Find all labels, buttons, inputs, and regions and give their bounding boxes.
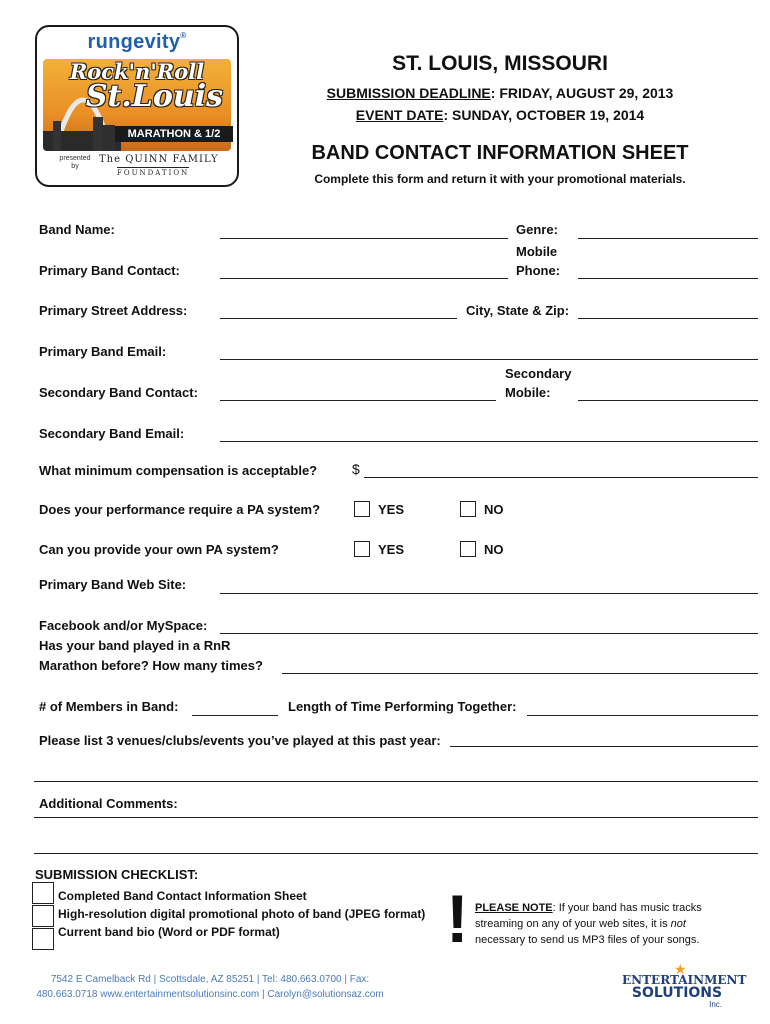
secondary-mobile-field[interactable] bbox=[578, 400, 758, 401]
secondary-email-field[interactable] bbox=[220, 441, 758, 442]
event-date: EVENT DATE: SUNDAY, OCTOBER 19, 2014 bbox=[355, 107, 645, 123]
pa-require-yes-checkbox[interactable] bbox=[354, 501, 370, 517]
dollar-sign: $ bbox=[352, 461, 360, 477]
checklist-item-1: Completed Band Contact Information Sheet bbox=[58, 889, 307, 903]
length-time-label: Length of Time Performing Together: bbox=[288, 699, 517, 714]
logo-event-name: Rock'n'Roll bbox=[69, 59, 205, 84]
min-compensation-field[interactable] bbox=[364, 477, 758, 478]
checklist-title: SUBMISSION CHECKLIST: bbox=[35, 867, 199, 882]
page-subtitle: Complete this form and return it with your promotional materials. bbox=[314, 172, 686, 186]
primary-contact-label: Primary Band Contact: bbox=[39, 263, 180, 278]
members-label: # of Members in Band: bbox=[39, 699, 179, 714]
venues-field-1[interactable] bbox=[450, 746, 758, 747]
venues-label: Please list 3 venues/clubs/events you’ve played at this past year: bbox=[39, 733, 441, 748]
city-state-zip-field[interactable] bbox=[578, 318, 758, 319]
exclamation-icon: ! bbox=[446, 881, 469, 957]
checklist-checkbox-1[interactable] bbox=[32, 882, 54, 904]
played-before-label-line1: Has your band played in a RnR bbox=[39, 638, 231, 653]
mobile-phone-label-line1: Mobile bbox=[516, 244, 558, 259]
played-before-label-line2: Marathon before? How many times? bbox=[39, 658, 263, 673]
secondary-email-label: Secondary Band Email: bbox=[39, 426, 185, 441]
checklist-checkbox-2[interactable] bbox=[32, 905, 54, 927]
logo-brand-text: rungevity® bbox=[87, 31, 187, 53]
pa-provide-label: Can you provide your own PA system? bbox=[39, 542, 279, 557]
primary-address-field[interactable] bbox=[220, 318, 457, 319]
venues-field-2[interactable] bbox=[34, 781, 758, 782]
checklist-item-2: High-resolution digital promotional photo of band (JPEG format) bbox=[58, 907, 426, 921]
primary-email-label: Primary Band Email: bbox=[39, 344, 167, 359]
pa-require-label: Does your performance require a PA system? bbox=[39, 502, 321, 517]
pa-provide-no-label: NO bbox=[484, 542, 504, 557]
page-title: BAND CONTACT INFORMATION SHEET bbox=[311, 142, 689, 164]
members-field[interactable] bbox=[192, 715, 278, 716]
comments-label: Additional Comments: bbox=[39, 796, 178, 811]
pa-provide-yes-label: YES bbox=[378, 542, 405, 557]
event-logo bbox=[35, 25, 239, 187]
company-logo-line2: SOLUTIONS bbox=[631, 985, 723, 1001]
pa-require-no-checkbox[interactable] bbox=[460, 501, 476, 517]
comments-field-2[interactable] bbox=[34, 853, 758, 854]
submission-deadline: SUBMISSION DEADLINE: FRIDAY, AUGUST 29, 2013 bbox=[326, 85, 674, 101]
comments-field-1[interactable] bbox=[34, 817, 758, 818]
primary-email-field[interactable] bbox=[220, 359, 758, 360]
primary-contact-field[interactable] bbox=[220, 278, 508, 279]
checklist-checkbox-3[interactable] bbox=[32, 928, 54, 950]
logo-presented-by: presented by bbox=[59, 155, 91, 170]
footer-line-2: 480.663.0718 www.entertainmentsolutionsinc.com | Carolyn@solutionsaz.com bbox=[36, 989, 384, 1000]
band-name-field[interactable] bbox=[220, 238, 508, 239]
pa-provide-yes-checkbox[interactable] bbox=[354, 541, 370, 557]
header-city: ST. LOUIS, MISSOURI bbox=[392, 52, 608, 75]
logo-event-type: MARATHON & 1/2 bbox=[115, 126, 233, 142]
checklist-item-3: Current band bio (Word or PDF format) bbox=[58, 925, 280, 939]
please-note: PLEASE NOTE: If your band has music tracks streaming on any of your web sites, it is not necessary to send us MP3 files of your songs. bbox=[475, 902, 702, 946]
footer-line-1: 7542 E Camelback Rd | Scottsdale, AZ 85251 | Tel: 480.663.0700 | Fax: bbox=[50, 974, 370, 985]
company-logo-line3: Inc. bbox=[709, 1000, 722, 1009]
facebook-field[interactable] bbox=[220, 633, 758, 634]
mobile-phone-field[interactable] bbox=[578, 278, 758, 279]
secondary-contact-field[interactable] bbox=[220, 400, 496, 401]
played-before-field[interactable] bbox=[282, 673, 758, 674]
min-compensation-label: What minimum compensation is acceptable? bbox=[39, 463, 318, 478]
facebook-label: Facebook and/or MySpace: bbox=[39, 618, 208, 633]
footer-contact bbox=[30, 972, 390, 1002]
mobile-phone-label-line2: Phone: bbox=[516, 263, 561, 278]
secondary-mobile-label-line1: Secondary bbox=[505, 366, 572, 381]
pa-require-no-label: NO bbox=[484, 502, 504, 517]
genre-field[interactable] bbox=[578, 238, 758, 239]
city-state-zip-label: City, State & Zip: bbox=[466, 303, 570, 318]
company-logo-line1: ENTERTAINMENT bbox=[622, 973, 747, 987]
genre-label: Genre: bbox=[516, 222, 558, 237]
website-label: Primary Band Web Site: bbox=[39, 577, 187, 592]
pa-require-yes-label: YES bbox=[378, 502, 405, 517]
primary-address-label: Primary Street Address: bbox=[39, 303, 188, 318]
website-field[interactable] bbox=[220, 593, 758, 594]
band-name-label: Band Name: bbox=[39, 222, 115, 237]
logo-sponsor-foundation: FOUNDATION bbox=[117, 169, 190, 177]
logo-sponsor: The QUINN FAMILY bbox=[99, 154, 219, 165]
star-icon: ★ bbox=[674, 961, 687, 977]
pa-provide-no-checkbox[interactable] bbox=[460, 541, 476, 557]
length-time-field[interactable] bbox=[527, 715, 758, 716]
secondary-mobile-label-line2: Mobile: bbox=[505, 385, 551, 400]
secondary-contact-label: Secondary Band Contact: bbox=[39, 385, 198, 400]
logo-city: St.Louis bbox=[85, 79, 223, 114]
